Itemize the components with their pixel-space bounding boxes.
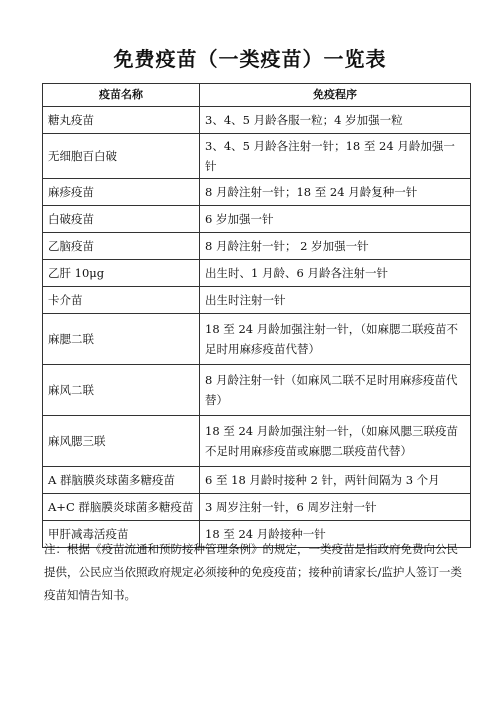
schedule-cell: 6 至 18 月龄时接种 2 针，两针间隔为 3 个月 — [200, 467, 471, 494]
vaccine-name-cell: 无细胞百白破 — [43, 134, 200, 179]
vaccine-table — [42, 83, 471, 548]
vaccine-name-cell: 糖丸疫苗 — [43, 107, 200, 134]
schedule-cell: 3、4、5 月龄各注射一针；18 至 24 月龄加强一针 — [200, 134, 471, 179]
table-row — [43, 467, 471, 494]
schedule-cell: 6 岁加强一针 — [200, 206, 471, 233]
schedule-cell: 8 月龄注射一针；18 至 24 月龄复种一针 — [200, 179, 471, 206]
table-row — [43, 287, 471, 314]
vaccine-name-cell: 甲肝减毒活疫苗 — [43, 521, 200, 548]
schedule-cell: 出生时、1 月龄、6 月龄各注射一针 — [200, 260, 471, 287]
vaccine-name-cell: A+C 群脑膜炎球菌多糖疫苗 — [43, 494, 200, 521]
header-vaccine-name: 疫苗名称 — [43, 84, 200, 107]
table-row — [43, 314, 471, 365]
vaccine-name-cell: 乙脑疫苗 — [43, 233, 200, 260]
footnote: 注：根据《疫苗流通和预防接种管理条例》的规定，一类疫苗是指政府免费向公民提供，公民应当依照政府规定必须接种的免疫疫苗；接种前请家长/监护人签订一类疫苗知情告知书。 — [44, 542, 462, 602]
schedule-cell: 3 周岁注射一针，6 周岁注射一针 — [200, 494, 471, 521]
table-row — [43, 134, 471, 179]
schedule-cell: 18 至 24 月龄加强注射一针，（如麻风腮三联疫苗不足时用麻疹疫苗或麻腮二联疫苗代替） — [200, 416, 471, 467]
table-row — [43, 365, 471, 416]
page-title: 免费疫苗（一类疫苗）一览表 — [113, 47, 387, 71]
table-row — [43, 206, 471, 233]
table-row — [43, 107, 471, 134]
vaccine-name-cell: 白破疫苗 — [43, 206, 200, 233]
vaccine-name-cell: 麻风腮三联 — [43, 416, 200, 467]
vaccine-name-cell: 乙肝 10μg — [43, 260, 200, 287]
table-header-row — [43, 84, 471, 107]
schedule-cell: 出生时注射一针 — [200, 287, 471, 314]
table-row — [43, 233, 471, 260]
vaccine-name-cell: 卡介苗 — [43, 287, 200, 314]
schedule-cell: 18 至 24 月龄加强注射一针，（如麻腮二联疫苗不足时用麻疹疫苗代替） — [200, 314, 471, 365]
vaccine-name-cell: A 群脑膜炎球菌多糖疫苗 — [43, 467, 200, 494]
schedule-cell: 3、4、5 月龄各服一粒；4 岁加强一粒 — [200, 107, 471, 134]
table-row — [43, 494, 471, 521]
table-row — [43, 416, 471, 467]
vaccine-name-cell: 麻风二联 — [43, 365, 200, 416]
table-row — [43, 260, 471, 287]
schedule-cell: 18 至 24 月龄接种一针 — [200, 521, 471, 548]
schedule-cell: 8 月龄注射一针； 2 岁加强一针 — [200, 233, 471, 260]
vaccine-name-cell: 麻疹疫苗 — [43, 179, 200, 206]
vaccine-name-cell: 麻腮二联 — [43, 314, 200, 365]
schedule-cell: 8 月龄注射一针（如麻风二联不足时用麻疹疫苗代替） — [200, 365, 471, 416]
table-row — [43, 179, 471, 206]
header-schedule: 免疫程序 — [200, 84, 471, 107]
